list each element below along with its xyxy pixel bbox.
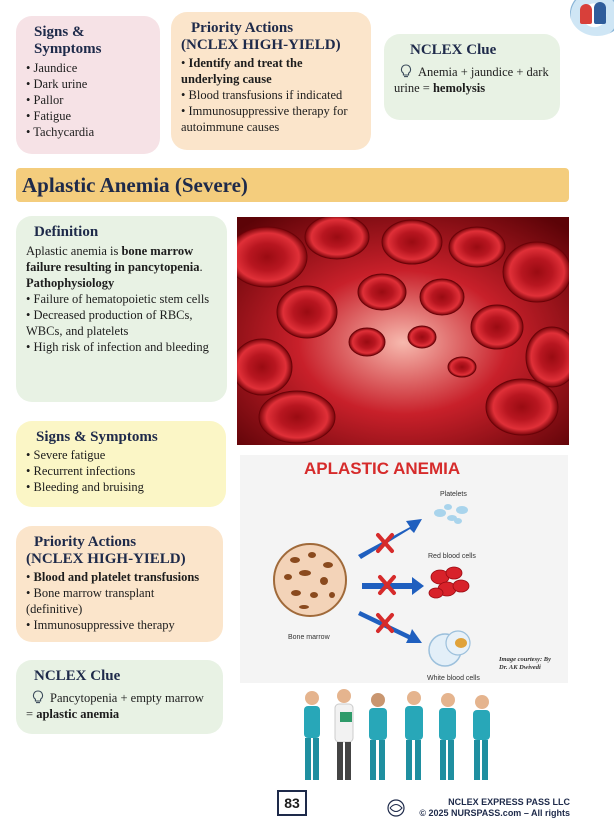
- image-credit-line2: Dr. AK Dwivedi: [499, 664, 541, 671]
- signs-symptoms-title: Signs & Symptoms: [34, 24, 102, 57]
- bone-marrow-label: Bone marrow: [288, 634, 330, 641]
- list-item: • Tachycardia: [26, 124, 150, 140]
- white-blood-cell-icon: [429, 631, 470, 666]
- avatar-figure-icon: [580, 4, 592, 24]
- signs-list: [26, 447, 216, 495]
- clue-title: NCLEX Clue: [410, 42, 497, 58]
- list-item: • Fatigue: [26, 108, 150, 124]
- wbc-label: White blood cells: [427, 675, 480, 682]
- definition-text: Aplastic anemia is bone marrow failure resulting in pancytopenia.: [26, 244, 203, 274]
- list-item: • Jaundice: [26, 60, 150, 76]
- page-number: 83: [277, 790, 307, 816]
- section-title: Aplastic Anemia (Severe): [22, 173, 248, 197]
- list-item: • Failure of hematopoietic stem cells: [26, 291, 217, 307]
- list-item: • Severe fatigue: [26, 447, 216, 463]
- priority-list: [26, 569, 213, 633]
- priority-title: Priority Actions (NCLEX HIGH-YIELD): [181, 20, 341, 53]
- brand-logo-icon: [386, 799, 406, 817]
- nurse-figure-icon: [405, 691, 423, 780]
- list-item: • Decreased production of RBCs, WBCs, and platelets: [26, 307, 217, 339]
- nurse-figure-icon: [304, 691, 320, 780]
- signs-symptoms-card: [16, 421, 226, 507]
- signs-symptoms-card-top: [16, 16, 160, 154]
- list-item: • Identify and treat the underlying cause: [181, 55, 361, 87]
- rbc-label: Red blood cells: [428, 553, 476, 560]
- pathophysiology-list: [26, 291, 217, 355]
- avatar-figure-icon: [594, 2, 606, 24]
- definition-title: Definition: [34, 224, 99, 240]
- platelets-label: Platelets: [440, 491, 467, 498]
- copyright: © 2025 NURSPASS.com – All rights: [419, 808, 570, 818]
- list-item: • Bleeding and bruising: [26, 479, 216, 495]
- list-item: • Blood transfusions if indicated: [181, 87, 361, 103]
- diagram-title: APLASTIC ANEMIA: [304, 459, 461, 478]
- blood-cells-illustration: [237, 217, 569, 445]
- list-item: • Pallor: [26, 92, 150, 108]
- list-item: • Immunosuppressive therapy for autoimmune causes: [181, 103, 361, 135]
- doctor-figure-icon: [335, 689, 353, 780]
- list-item: • Blood and platelet transfusions: [26, 569, 213, 585]
- definition-card: [16, 216, 227, 402]
- nclex-clue-card: [16, 660, 223, 734]
- signs-symptoms-title: Signs & Symptoms: [36, 429, 158, 445]
- red-blood-cells-icon: [429, 567, 469, 598]
- diagram-graphic: [240, 455, 568, 683]
- priority-title: Priority Actions (NCLEX HIGH-YIELD): [26, 534, 186, 567]
- nurses-illustration: [296, 686, 502, 786]
- nclex-clue-card-top: [384, 34, 560, 120]
- nurse-figure-icon: [369, 693, 387, 780]
- priority-actions-card-top: [171, 12, 371, 150]
- pathophysiology-title: Pathophysiology: [26, 276, 115, 290]
- nurse-figure-icon: [473, 695, 490, 780]
- list-item: • High risk of infection and bleeding: [26, 339, 217, 355]
- list-item: • Immunosuppressive therapy: [26, 617, 213, 633]
- platelets-icon: [434, 504, 468, 524]
- brand-name: NCLEX EXPRESS PASS LLC: [448, 797, 570, 807]
- aplastic-anemia-diagram: [240, 455, 568, 683]
- clue-text: Pancytopenia + empty marrow = aplastic anemia: [26, 691, 204, 721]
- lightbulb-icon: [32, 690, 44, 704]
- image-credit-line1: Image courtesy: By: [499, 656, 551, 663]
- list-item: • Dark urine: [26, 76, 150, 92]
- clue-title: NCLEX Clue: [34, 668, 121, 684]
- footer-brand: [419, 797, 570, 819]
- nurse-figure-icon: [439, 693, 456, 780]
- section-header: [16, 168, 569, 202]
- clue-text: Anemia + jaundice + dark urine = hemolysis: [394, 65, 549, 95]
- list-item: • Bone marrow transplant (definitive): [26, 585, 213, 617]
- avatar: [570, 0, 614, 36]
- lightbulb-icon: [400, 64, 412, 78]
- priority-actions-card: [16, 526, 223, 642]
- signs-list: [26, 60, 150, 140]
- priority-list: [181, 55, 361, 135]
- list-item: • Recurrent infections: [26, 463, 216, 479]
